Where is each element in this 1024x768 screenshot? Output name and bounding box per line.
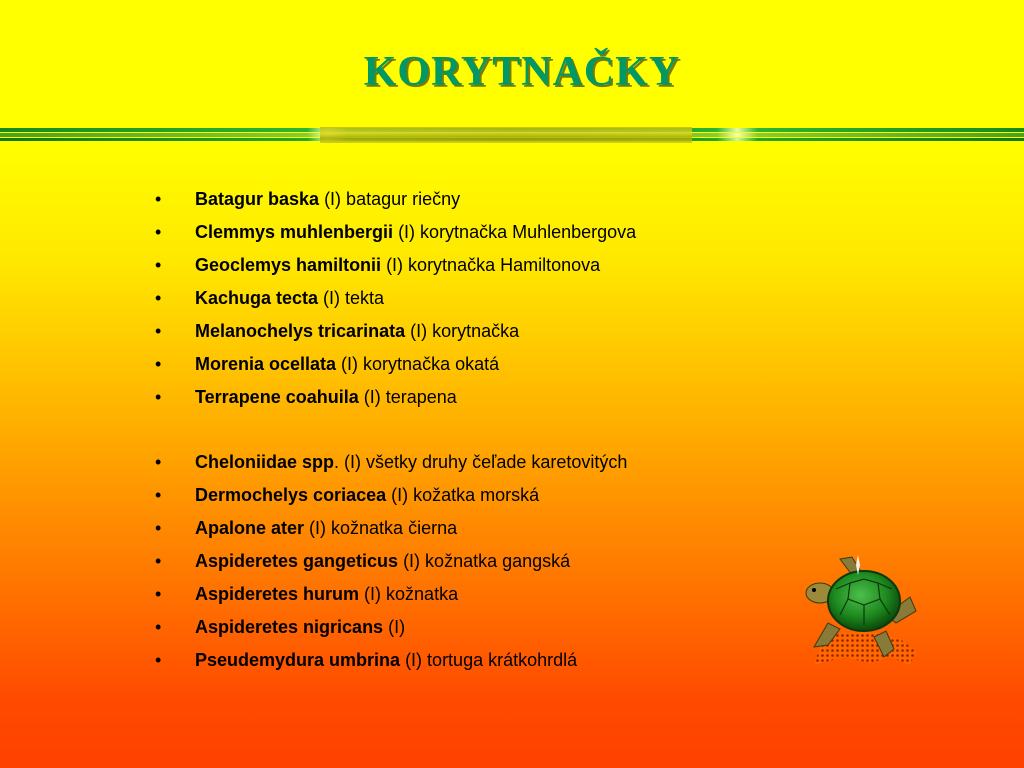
list-item [150,512,636,545]
species-latin-name: Cheloniidae spp [195,452,335,472]
species-description: (I) tekta [318,288,385,308]
list-item [150,249,636,282]
species-description: (I) kožatka morská [386,485,540,505]
species-latin-name: Aspideretes hurum [195,584,360,604]
species-latin-name: Geoclemys hamiltonii [195,255,382,275]
slide-title: KORYTNAČKY [363,49,681,95]
list-item [150,381,636,414]
title-divider [0,127,1024,143]
species-description: (I) tortuga krátkohrdlá [400,650,578,670]
bullet-icon: • [155,354,162,374]
species-latin-name: Morenia ocellata [195,354,337,374]
bullet-icon: • [155,617,162,637]
list-item [150,446,636,479]
species-description: (I) kožnatka čierna [304,518,458,538]
species-latin-name: Kachuga tecta [195,288,319,308]
list-item [150,216,636,249]
list-item [150,578,636,611]
species-description: (I) korytnačka Muhlenbergova [393,222,637,242]
list-item [150,611,636,644]
bullet-icon: • [155,551,162,571]
species-latin-name: Pseudemydura umbrina [195,650,401,670]
list-item [150,315,636,348]
list-item [150,348,636,381]
species-latin-name: Batagur baska [195,189,320,209]
species-latin-name: Melanochelys tricarinata [195,321,406,341]
species-latin-name: Aspideretes gangeticus [195,551,399,571]
species-list [150,183,636,677]
list-item [150,644,636,677]
species-description: (I) korytnačka Hamiltonova [381,255,601,275]
species-latin-name: Aspideretes nigricans [195,617,384,637]
bullet-icon: • [155,650,162,670]
bullet-icon: • [155,387,162,407]
species-description: (I) kožnatka [359,584,459,604]
bullet-icon: • [155,518,162,538]
bullet-icon: • [155,485,162,505]
species-description: (I) batagur riečny [319,189,461,209]
bullet-icon: • [155,288,162,308]
bullet-icon: • [155,222,162,242]
species-description: (I) korytnačka [405,321,520,341]
bullet-icon: • [155,321,162,341]
bullet-icon: • [155,189,162,209]
list-item [150,545,636,578]
species-description: (I) kožnatka gangská [398,551,571,571]
list-item [150,282,636,315]
bullet-icon: • [155,452,162,472]
species-description: (I) terapena [358,387,457,407]
species-description: . (I) všetky druhy čeľade karetovitých [334,452,628,472]
bullet-icon: • [155,255,162,275]
species-description: (I) korytnačka okatá [336,354,500,374]
species-latin-name: Apalone ater [195,518,305,538]
list-item [150,183,636,216]
bullet-icon: • [155,584,162,604]
species-latin-name: Terrapene coahuila [195,387,359,407]
list-item [150,479,636,512]
species-latin-name: Clemmys muhlenbergii [195,222,394,242]
species-description: (I) [383,617,406,637]
turtle-icon [800,553,922,668]
species-latin-name: Dermochelys coriacea [195,485,387,505]
